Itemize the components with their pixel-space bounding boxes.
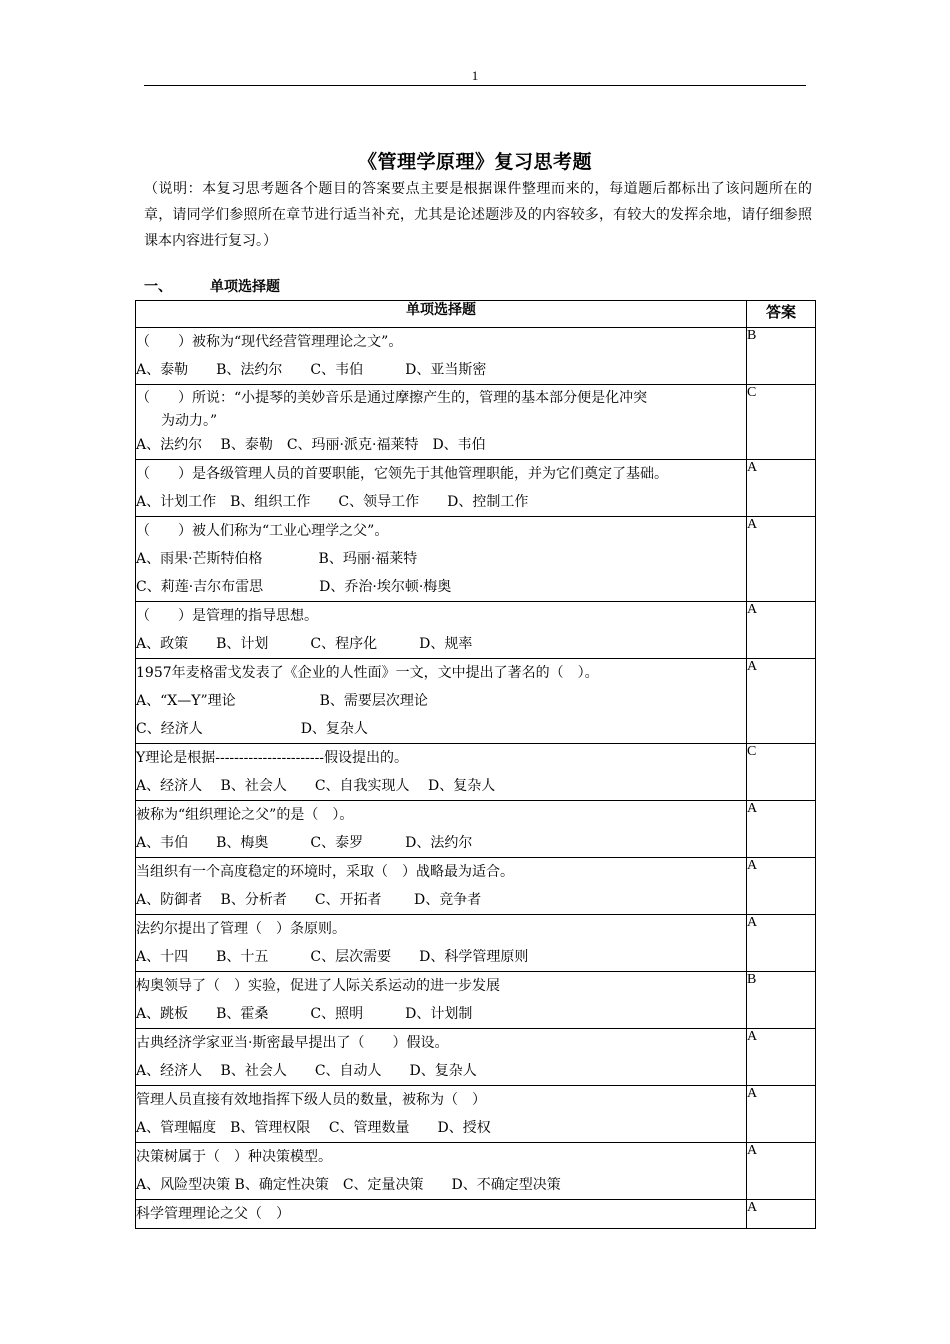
answer-cell: B — [747, 328, 816, 385]
question-line: 科学管理理论之父（ ） — [136, 1206, 290, 1222]
question-line: A、防御者 B、分析者 C、开拓者 D、竞争者 — [136, 892, 482, 908]
question-cell — [136, 1086, 747, 1143]
answer-cell: A — [747, 1143, 816, 1200]
table-row — [136, 858, 816, 915]
question-line: 当组织有一个高度稳定的环境时，采取（ ）战略最为适合。 — [136, 864, 514, 880]
question-line: （ ）是各级管理人员的首要职能，它领先于其他管理职能，并为它们奠定了基础。 — [136, 466, 668, 482]
table-row — [136, 915, 816, 972]
table-row — [136, 972, 816, 1029]
question-cell — [136, 602, 747, 659]
header-answer: 答案 — [747, 301, 816, 328]
question-cell — [136, 460, 747, 517]
question-cell — [136, 972, 747, 1029]
answer-cell: A — [747, 602, 816, 659]
question-line: 为动力。” — [161, 413, 218, 429]
question-line: 法约尔提出了管理（ ）条原则。 — [136, 921, 346, 937]
answer-cell: A — [747, 915, 816, 972]
table-row — [136, 602, 816, 659]
table-row — [136, 1200, 816, 1229]
question-line: A、政策 B、计划 C、程序化 D、规率 — [136, 636, 473, 652]
question-line: A、计划工作 B、组织工作 C、领导工作 D、控制工作 — [136, 494, 529, 510]
question-line: （ ）是管理的指导思想。 — [136, 608, 318, 624]
answer-cell: A — [747, 1086, 816, 1143]
header-rule — [144, 85, 806, 86]
table-row — [136, 517, 816, 602]
question-cell — [136, 328, 747, 385]
answer-cell: C — [747, 385, 816, 460]
question-line: A、法约尔 B、泰勒 C、玛丽·派克·福莱特 D、韦伯 — [136, 437, 486, 453]
question-line: A、经济人 B、社会人 C、自动人 D、复杂人 — [136, 1063, 477, 1079]
document-title: 《管理学原理》复习思考题 — [357, 151, 592, 173]
question-line: C、经济人 D、复杂人 — [136, 721, 368, 737]
intro-paragraph: （说明：本复习思考题各个题目的答案要点主要是根据课件整理而来的，每道题后都标出了该问题所在的章，请同学们参照所在章节进行适当补充，尤其是论述题涉及的内容较多，有较大的发挥余地，请仔细参照课本内容进行复习。） — [144, 181, 812, 249]
table-row — [136, 1029, 816, 1086]
table-header-row — [136, 301, 816, 328]
question-cell — [136, 858, 747, 915]
question-cell — [136, 801, 747, 858]
question-cell — [136, 1029, 747, 1086]
answer-cell: A — [747, 1200, 816, 1229]
table-body — [136, 328, 816, 1229]
question-line: 决策树属于（ ）种决策模型。 — [136, 1149, 332, 1165]
question-line: 被称为“组织理论之父”的是（ ）。 — [136, 807, 354, 823]
page-number: 1 — [471, 68, 479, 83]
question-line: A、“X—Y”理论 B、需要层次理论 — [136, 693, 428, 709]
question-cell — [136, 915, 747, 972]
section-heading — [144, 276, 544, 296]
question-line: 管理人员直接有效地指挥下级人员的数量，被称为（ ） — [136, 1092, 486, 1108]
table-row — [136, 659, 816, 744]
table-row — [136, 328, 816, 385]
question-line: A、雨果·芒斯特伯格 B、玛丽·福莱特 — [136, 551, 418, 567]
question-line: 构奥领导了（ ）实验，促进了人际关系运动的进一步发展 — [136, 978, 500, 994]
question-cell — [136, 1200, 747, 1229]
question-cell — [136, 385, 747, 460]
question-line: A、泰勒 B、法约尔 C、韦伯 D、亚当斯密 — [136, 362, 487, 378]
answer-cell: A — [747, 801, 816, 858]
question-cell — [136, 659, 747, 744]
answer-cell: A — [747, 1029, 816, 1086]
question-line: A、韦伯 B、梅奥 C、泰罗 D、法约尔 — [136, 835, 473, 851]
answer-cell: A — [747, 517, 816, 602]
question-line: （ ）所说：“小提琴的美妙音乐是通过摩擦产生的，管理的基本部分便是化冲突 — [136, 390, 648, 406]
question-line: A、风险型决策 B、确定性决策 C、定量决策 D、不确定型决策 — [136, 1177, 561, 1193]
header-question: 单项选择题 — [136, 301, 747, 328]
table-row — [136, 385, 816, 460]
question-cell — [136, 1143, 747, 1200]
question-line: （ ）被称为“现代经营管理理论之文”。 — [136, 334, 403, 350]
answer-cell: A — [747, 659, 816, 744]
question-line: 1957年麦格雷戈发表了《企业的人性面》一文，文中提出了著名的（ ）。 — [136, 665, 599, 681]
question-cell — [136, 517, 747, 602]
question-table — [135, 300, 816, 1229]
section-title: 单项选择题 — [210, 279, 280, 295]
question-line: 古典经济学家亚当·斯密最早提出了（ ）假设。 — [136, 1035, 449, 1051]
answer-cell: A — [747, 460, 816, 517]
table-row — [136, 460, 816, 517]
question-line: A、十四 B、十五 C、层次需要 D、科学管理原则 — [136, 949, 529, 965]
answer-cell: A — [747, 858, 816, 915]
table-row — [136, 1086, 816, 1143]
question-line: Y理论是根据-----------------------假设提出的。 — [136, 750, 409, 766]
table-row — [136, 744, 816, 801]
question-line: （ ）被人们称为“工业心理学之父”。 — [136, 523, 389, 539]
question-line: A、管理幅度 B、管理权限 C、管理数量 D、授权 — [136, 1120, 491, 1136]
answer-cell: C — [747, 744, 816, 801]
question-line: C、莉莲·吉尔布雷思 D、乔治·埃尔顿·梅奥 — [136, 579, 452, 595]
section-number: 一、 — [144, 279, 172, 295]
table-row — [136, 801, 816, 858]
answer-cell: B — [747, 972, 816, 1029]
question-line: A、经济人 B、社会人 C、自我实现人 D、复杂人 — [136, 778, 496, 794]
question-cell — [136, 744, 747, 801]
table-row — [136, 1143, 816, 1200]
question-line: A、跳板 B、霍桑 C、照明 D、计划制 — [136, 1006, 473, 1022]
